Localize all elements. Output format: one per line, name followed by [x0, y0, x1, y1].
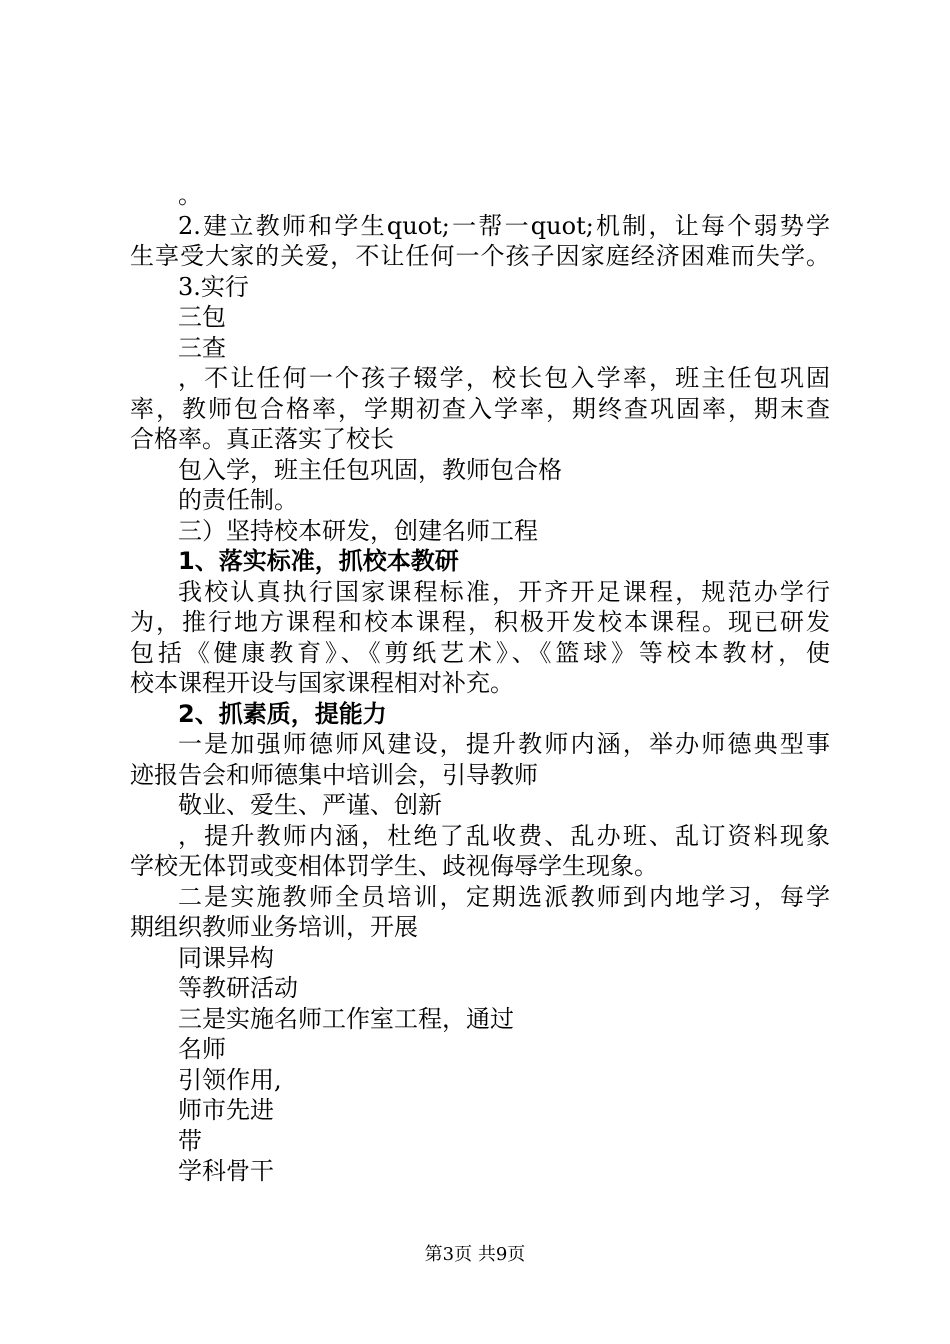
text-line: 校本课程开设与国家课程相对补充。	[130, 669, 514, 697]
text-line: 同课异构	[178, 943, 274, 972]
text-line: ，不让任何一个孩子辍学，校长包入学率，班主任包巩固	[178, 364, 830, 392]
section-heading: 三）坚持校本研发，创建名师工程	[178, 516, 538, 545]
text-line: 三是实施名师工作室工程，通过	[178, 1004, 514, 1033]
text-line: 我校认真执行国家课程标准，开齐开足课程，规范办学行	[178, 577, 830, 606]
text-line: 师市先进	[178, 1096, 274, 1124]
text-line: 三查	[178, 333, 226, 362]
text-line: ，提升教师内涵，杜绝了乱收费、乱办班、乱订资料现象	[178, 821, 830, 850]
text-line: 名师	[178, 1035, 226, 1063]
text-line: 。	[178, 181, 202, 209]
text-line: 2.建立教师和学生quot;一帮一quot;机制，让每个弱势学	[178, 211, 830, 240]
text-line: 包入学，班主任包巩固，教师包合格	[178, 455, 562, 484]
text-line: 学校无体罚或变相体罚学生、歧视侮辱学生现象。	[130, 852, 658, 880]
text-line: 学科骨干	[178, 1157, 274, 1185]
text-line: 包括《健康教育》、《剪纸艺术》、《篮球》等校本教材，使	[130, 638, 830, 667]
text-line: 期组织教师业务培训，开展	[130, 913, 418, 941]
document-body	[130, 180, 830, 1187]
text-line: 3.实行	[178, 272, 249, 301]
text-line: 三包	[178, 303, 226, 331]
subsection-heading: 1、落实标准，抓校本教研	[178, 547, 459, 575]
text-line: 一是加强师德师风建设，提升教师内涵，举办师德典型事	[178, 730, 830, 758]
text-line: 生享受大家的关爱，不让任何一个孩子因家庭经济困难而失学。	[130, 242, 830, 270]
text-line: 二是实施教师全员培训，定期选派教师到内地学习，每学	[178, 882, 830, 911]
text-line: 等教研活动	[178, 974, 298, 1002]
text-line: 敬业、爱生、严谨、创新	[178, 791, 442, 819]
subsection-heading: 2、抓素质，提能力	[178, 699, 387, 728]
text-line: 引领作用,	[178, 1065, 282, 1094]
text-line: 率，教师包合格率，学期初查入学率，期终查巩固率，期末查	[130, 394, 830, 423]
page-footer: 第3页 共9页	[424, 1244, 526, 1265]
text-line: 迹报告会和师德集中培训会，引导教师	[130, 760, 538, 789]
text-line: 合格率。真正落实了校长	[130, 425, 394, 453]
text-line: 的责任制。	[178, 486, 298, 514]
text-line: 带	[178, 1126, 202, 1155]
text-line: 为，推行地方课程和校本课程，积极开发校本课程。现已研发	[130, 608, 830, 636]
